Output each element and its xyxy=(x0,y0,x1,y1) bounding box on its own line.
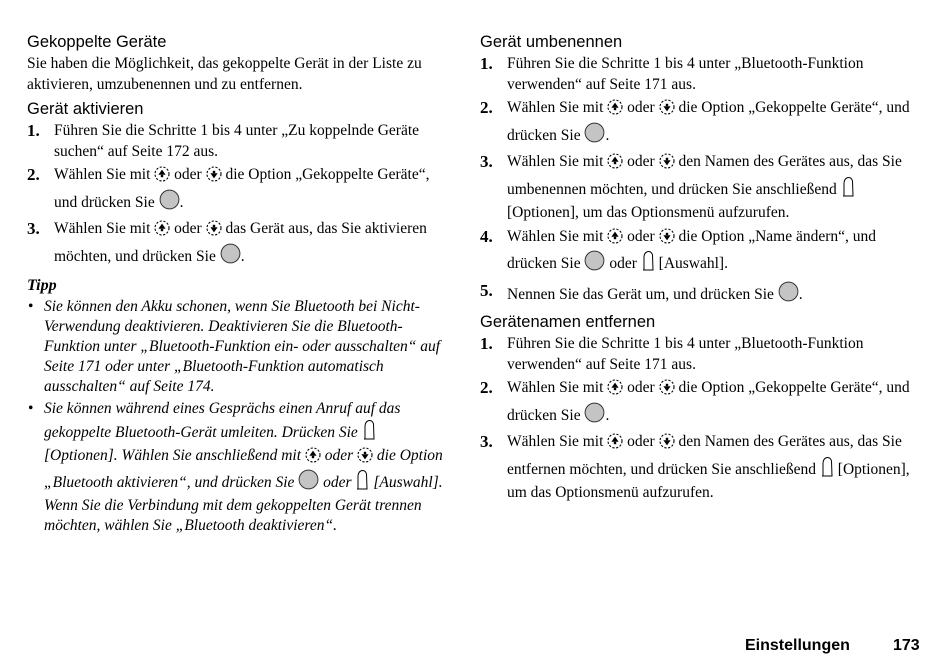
step-number: 2. xyxy=(480,378,493,397)
list-item xyxy=(27,219,447,270)
step-text: [Optionen], um das Optionsmenü aufzurufen. xyxy=(507,204,790,221)
center-key-icon xyxy=(778,281,799,309)
nav-up-icon xyxy=(607,153,623,176)
step-text: Wählen Sie mit xyxy=(507,379,604,396)
step-text: Nennen Sie das Gerät um, und drücken Sie xyxy=(507,285,774,303)
step-text: die Option „Gekoppelte Geräte“, und drücken Sie xyxy=(507,99,910,144)
nav-down-icon xyxy=(206,166,222,189)
tip-text: Sie können den Akku schonen, wenn Sie Bluetooth bei Nicht-Verwendung deaktivieren. Deaktivieren Sie die Bluetooth-Funktion unter „Bluetooth-Funktion ein- oder ausschalten“ auf Seite 171 oder unter „Bluetooth-Funktion automatisch ausschalten“ auf Seite 174. xyxy=(44,298,441,395)
list-item xyxy=(480,432,910,504)
step-text: Wählen Sie mit xyxy=(507,227,604,245)
list-item xyxy=(480,281,910,309)
nav-down-icon xyxy=(206,220,222,243)
center-key-icon xyxy=(584,402,605,430)
step-text: das Gerät aus, das Sie aktivieren möchten, und drücken Sie xyxy=(54,220,427,265)
step-text: . xyxy=(605,126,610,144)
step-number: 4. xyxy=(480,226,493,246)
nav-up-icon xyxy=(607,379,623,402)
list-item xyxy=(480,334,910,375)
remove-steps xyxy=(480,334,910,504)
step-number: 5. xyxy=(480,280,493,300)
center-key-icon xyxy=(159,189,180,217)
heading-gekoppelte-geraete: Gekoppelte Geräte xyxy=(27,33,167,51)
list-item xyxy=(27,297,447,397)
step-text: die Option „Gekoppelte Geräte“, und drücken Sie xyxy=(507,379,910,424)
bullet: • xyxy=(28,400,34,417)
step-text: die Option „Gekoppelte Geräte“, und drücken Sie xyxy=(54,166,430,211)
step-text: Wählen Sie mit xyxy=(507,99,604,116)
step-text: Führen Sie die Schritte 1 bis 4 unter „Zu koppelnde Geräte suchen“ auf Seite 172 aus. xyxy=(54,122,420,160)
tip-list xyxy=(27,297,447,536)
nav-down-icon xyxy=(659,153,675,176)
heading-geraetenamen-entfernen: Gerätenamen entfernen xyxy=(480,313,656,331)
soft-key-icon xyxy=(841,176,855,204)
tip-heading: Tipp xyxy=(27,277,57,294)
tip-text: [Auswahl]. Wenn Sie die Verbindung mit dem gekoppelten Gerät trennen möchten, wählen Sie „Bluetooth deaktivieren“. xyxy=(44,474,443,534)
tip-text: oder xyxy=(324,447,354,464)
soft-key-icon xyxy=(355,469,369,496)
list-item xyxy=(480,54,910,95)
step-text: . xyxy=(798,285,803,303)
heading-geraet-umbenennen: Gerät umbenennen xyxy=(480,33,623,51)
nav-down-icon xyxy=(659,379,675,402)
list-item xyxy=(480,98,910,149)
step-text: die Option „Name ändern“, und drücken Sie xyxy=(507,227,877,272)
step-text: oder xyxy=(627,433,655,450)
nav-down-icon xyxy=(659,99,675,122)
nav-down-icon xyxy=(659,228,675,251)
nav-up-icon xyxy=(607,99,623,122)
step-number: 1. xyxy=(480,54,493,73)
list-item xyxy=(480,378,910,429)
center-key-icon xyxy=(220,243,241,271)
step-text: den Namen des Gerätes aus, das Sie entfernen möchten, und drücken Sie anschließend xyxy=(507,433,902,478)
list-item xyxy=(480,227,910,278)
step-text: Wählen Sie mit xyxy=(54,220,151,237)
bullet: • xyxy=(28,298,34,315)
step-text: . xyxy=(240,247,245,265)
step-text: Führen Sie die Schritte 1 bis 4 unter „Bluetooth-Funktion verwenden“ auf Seite 171 aus. xyxy=(507,335,864,373)
list-item xyxy=(27,121,447,162)
step-text: oder xyxy=(174,166,202,183)
list-item xyxy=(27,165,447,216)
step-number: 2. xyxy=(27,165,40,184)
intro-text: Sie haben die Möglichkeit, das gekoppelte Gerät in der Liste zu aktivieren, umzubenennen und zu entfernen. xyxy=(27,55,422,93)
page-number: 173 xyxy=(893,637,920,654)
step-text: Wählen Sie mit xyxy=(54,166,151,183)
right-column xyxy=(480,32,910,507)
step-text: oder xyxy=(609,255,637,272)
step-number: 3. xyxy=(480,432,493,451)
step-text: . xyxy=(179,193,184,211)
step-text: . xyxy=(605,406,610,424)
activate-steps xyxy=(27,121,447,270)
step-text: oder xyxy=(627,153,655,170)
step-text: den Namen des Gerätes aus, das Sie umbenennen möchten, und drücken Sie anschließend xyxy=(507,153,902,198)
tip-text: die Option „Bluetooth aktivieren“, und drücken Sie xyxy=(44,447,443,491)
center-key-icon xyxy=(584,250,605,278)
step-text: [Optionen], um das Optionsmenü aufzurufen. xyxy=(507,460,910,501)
heading-geraet-aktivieren: Gerät aktivieren xyxy=(27,100,144,118)
left-column xyxy=(27,32,447,538)
center-key-icon xyxy=(298,469,319,496)
nav-down-icon xyxy=(659,433,675,456)
tip-text: Sie können während eines Gesprächs einen Anruf auf das gekoppelte Bluetooth-Gerät umleiten. Drücken Sie xyxy=(44,400,401,441)
nav-up-icon xyxy=(154,220,170,243)
footer-section-title: Einstellungen xyxy=(745,637,850,654)
tip-text: oder xyxy=(323,474,352,491)
step-text: oder xyxy=(627,227,655,245)
step-text: oder xyxy=(627,379,655,396)
step-text: Führen Sie die Schritte 1 bis 4 unter „Bluetooth-Funktion verwenden“ auf Seite 171 aus. xyxy=(507,55,864,93)
soft-key-icon xyxy=(641,250,655,278)
rename-steps xyxy=(480,54,910,308)
step-number: 1. xyxy=(480,334,493,353)
nav-down-icon xyxy=(357,447,373,469)
nav-up-icon xyxy=(154,166,170,189)
step-text: oder xyxy=(174,220,202,237)
soft-key-icon xyxy=(820,456,834,484)
step-number: 3. xyxy=(480,152,493,171)
center-key-icon xyxy=(584,122,605,150)
step-text: Wählen Sie mit xyxy=(507,153,604,170)
step-number: 1. xyxy=(27,121,40,140)
step-number: 3. xyxy=(27,219,40,238)
step-number: 2. xyxy=(480,98,493,117)
list-item xyxy=(480,152,910,224)
list-item xyxy=(27,399,447,536)
nav-up-icon xyxy=(607,228,623,251)
nav-up-icon xyxy=(305,447,321,469)
step-text: Wählen Sie mit xyxy=(507,433,604,450)
nav-up-icon xyxy=(607,433,623,456)
soft-key-icon xyxy=(362,419,376,446)
tip-text: [Optionen]. Wählen Sie anschließend mit xyxy=(44,447,301,464)
step-text: oder xyxy=(627,99,655,116)
step-text: [Auswahl]. xyxy=(658,255,728,272)
